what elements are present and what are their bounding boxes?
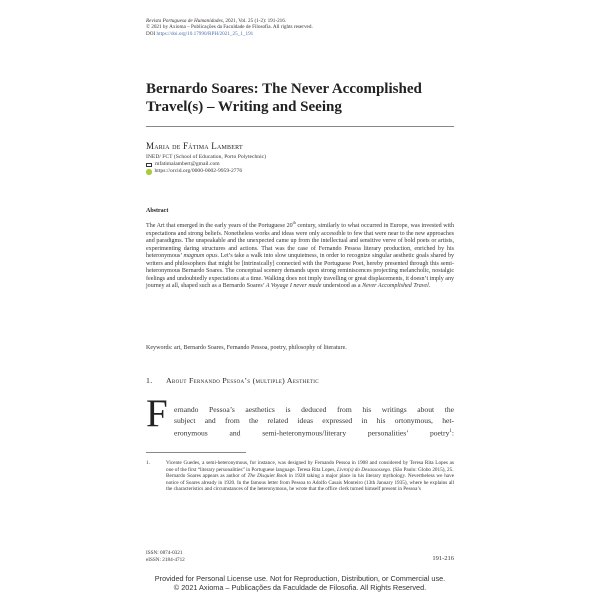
doi-link[interactable]: https://doi.org/10.17990/RPH/2021_25_1_191 [156, 30, 254, 37]
abstract-voyage-title: A Voyage I never made [265, 283, 322, 290]
license-footer [0, 574, 600, 592]
license-line-2: © 2021 Axioma – Publicações da Faculdade de Filosofia. All Rights Reserved. [173, 583, 427, 592]
footnote-divider [146, 452, 246, 453]
footnote-b-part-2: in 1928 taking a major place in his literary mythology. Nevertheless we have notice of Soares already in 1920. In the famous letter from Pessoa to Adolfo Casais Monteiro (13th January 1935), where he explains all the characteristics and circumstances of the heteronymous, he wrote that the office clerk turned himself present in Pessoa’s [166, 473, 455, 493]
footnote [146, 460, 454, 493]
abstract-superscript: th [292, 220, 296, 225]
license-line-1: Provided for Personal License use. Not for Reproduction, Distribution, or Commercial use. [154, 574, 446, 583]
footnote-a-part-1: Vicente Guedes, a semi-heteronymous, for instance, was designed by Fernando Pessoa in 1908 and considered by Teresa Rita Lopes as one of the first “literary personalities” in Portuguese language. Teresa Rita Lopes, [166, 460, 454, 473]
copyright-line: © 2021 by Axioma – Publicações da Faculdade de Filosofia. All rights reserved. [146, 24, 313, 31]
footnote-b-title: The Disquiet Book [247, 473, 288, 480]
doi-line [146, 31, 313, 37]
abstract-heading: Abstract [146, 208, 169, 214]
title-line-1: Bernardo Soares: The Never Accomplished [146, 81, 422, 97]
abstract-magnum-opus: magnum opus [183, 253, 218, 260]
journal-header [146, 18, 313, 37]
body-line-3-end: : [451, 428, 454, 438]
section-number: 1. [146, 376, 153, 385]
envelope-icon [146, 163, 152, 167]
author-email-row [146, 161, 266, 168]
author-details [146, 154, 266, 176]
title-line-2: Travel(s) – Writing and Seeing [146, 99, 342, 115]
footnote-number: 1. [146, 460, 150, 466]
abstract-text [146, 219, 454, 291]
body-line-3-text: eronymous and semi-heteronymous/literary personalities’ poetry [174, 428, 450, 438]
footnote-a-title: Livro(s) do Desassossego [336, 466, 391, 473]
author-affiliation: INED/ FCT (School of Education, Porto Polytechnic) [146, 154, 266, 160]
abstract-never-title: Never Accomplished Travel [362, 283, 429, 290]
footnote-a-part-2: . (São Paulo: Globo 2015), 25. [390, 466, 454, 473]
author-email[interactable]: mfatimalambert@gmail.com [155, 161, 220, 168]
section-heading [146, 376, 319, 385]
body-line-2: subject and from the related ideas expressed in his ortonymous, het- [174, 416, 454, 425]
body-line-3 [174, 427, 454, 439]
abstract-part-5: . [428, 283, 431, 290]
paper-title [146, 80, 454, 116]
keywords: Keywords: art, Bernardo Soares, Fernando Pessoa, poetry, philosophy of literature. [146, 345, 347, 351]
footnote-text-a [166, 460, 454, 473]
citation-details: , 2021, Vol. 25 (1-2): 191-216. [222, 18, 287, 24]
paper-page [146, 0, 454, 600]
author-orcid-link[interactable]: https://orcid.org/0000-0002-9959-2776 [154, 168, 243, 175]
doi-label: DOI [146, 30, 156, 37]
journal-name: Revista Portuguesa de Humanidades [146, 18, 223, 24]
orcid-icon [146, 169, 152, 175]
abstract-part-3: . Let’s take a walk into slow unquietness, in order to recognize singular aesthetic goals shared by writers and philosophers that might be [intrinsically] connected with the Portuguese Poet, hereby presented through this semi-heteronymous Bernardo Soares. The conceptual scenery demands upon strong reminiscences projecting melancholic, nostalgic feelings and undoubtedly expectations at a time. Walking does not imply travelling or great displacements, it doesn’t imply any journey at all, shaped such as a Bernardo Soares’ [146, 253, 454, 290]
author-name: Maria de Fátima Lambert [146, 141, 243, 151]
page-range: 191-216 [432, 555, 454, 562]
issn-electronic: eISSN: 2184-4712 [146, 556, 185, 563]
drop-cap: F [146, 392, 168, 435]
issn-print: ISSN: 0874-0321 [146, 550, 183, 556]
abstract-part-2: century, similarly to what occurred in Europe, was invested with expectations and strong beliefs. Nonetheless works and ideas were only accessible to few that were near to the new approaches and paradigms. The unspeakable and the unexpected came up from the intellectual and sensitive verve of bold poets or artists, experimenting daring structures and actions. That was the case of Fernando Pessoa literary production, enriched by his heteronymous’ [146, 223, 454, 260]
abstract-part-4: understood as a [321, 283, 363, 290]
issn-block [146, 550, 185, 563]
footnote-text-b [166, 473, 454, 493]
section-title: About Fernando Pessoa’s (multiple) Aesthetic [166, 376, 319, 385]
author-orcid-row [146, 168, 266, 175]
body-line-1: ernando Pessoa’s aesthetics is deduced from his writings about the [174, 405, 454, 414]
footnote-ref[interactable]: 1 [449, 429, 452, 434]
footnote-b-part-1: Bernardo Soares appears as author of [166, 473, 248, 480]
abstract-part-1: The Art that emerged in the early years of the Portuguese 20 [146, 223, 293, 230]
title-divider [146, 126, 454, 127]
